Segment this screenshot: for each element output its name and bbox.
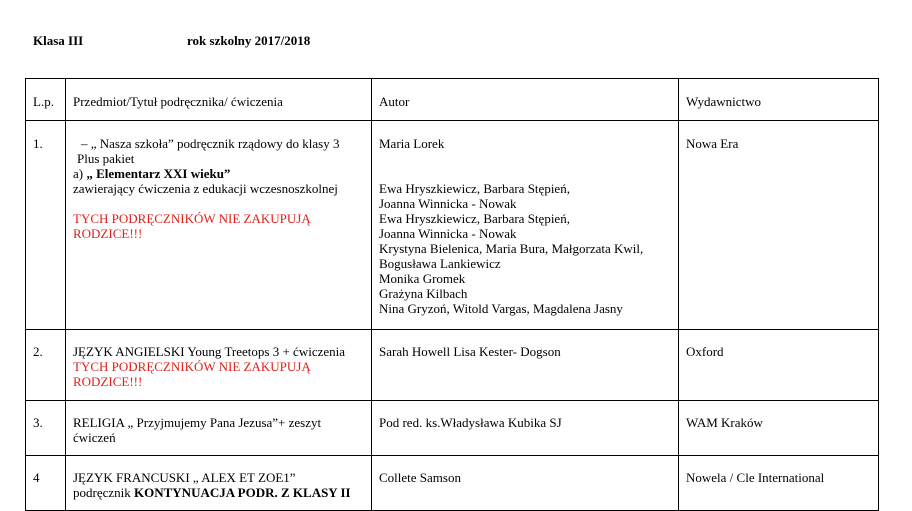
author-line: Nina Gryzoń, Witold Vargas, Magdalena Jasny: [379, 301, 623, 316]
column-header-lp: L.p.: [26, 79, 66, 121]
author-line: Maria Lorek: [379, 136, 445, 151]
column-header-publisher: Wydawnictwo: [679, 79, 879, 121]
author-line: Joanna Winnicka - Nowak: [379, 226, 517, 241]
textbook-table: [25, 78, 879, 511]
table-row: [26, 456, 879, 511]
author-line: Monika Gromek: [379, 271, 466, 286]
subject-line: [73, 485, 365, 500]
table-row: [26, 121, 879, 330]
author-cell: [372, 121, 679, 330]
author-cell: Sarah Howell Lisa Kester- Dogson: [372, 330, 679, 401]
subject-cell: [66, 330, 372, 401]
school-year-label: rok szkolny 2017/2018: [187, 33, 311, 48]
table-row: [26, 401, 879, 456]
publisher-cell: Nowela / Cle International: [679, 456, 879, 511]
purchase-notice: TYCH PODRĘCZNIKÓW NIE ZAKUPUJĄ RODZICE!!!: [73, 211, 311, 241]
author-cell: Pod red. ks.Władysława Kubika SJ: [372, 401, 679, 456]
column-header-author: Autor: [372, 79, 679, 121]
subject-line: JĘZYK FRANCUSKI „ ALEX ET ZOE1”: [73, 470, 296, 485]
subject-title-bold: KONTYNUACJA PODR. Z KLASY II: [134, 485, 351, 500]
author-line: Bogusława Lankiewicz: [379, 256, 501, 271]
table-header-row: [26, 79, 879, 121]
column-header-subject: Przedmiot/Tytuł podręcznika/ ćwiczenia: [66, 79, 372, 121]
row-number: 4: [26, 456, 66, 511]
subject-line: – „ Nasza szkoła” podręcznik rządowy do klasy 3: [81, 136, 340, 151]
author-line: Joanna Winnicka - Nowak: [379, 196, 517, 211]
author-line: Ewa Hryszkiewicz, Barbara Stępień,: [379, 211, 570, 226]
purchase-notice: TYCH PODRĘCZNIKÓW NIE ZAKUPUJĄ RODZICE!!!: [73, 359, 311, 389]
subject-line: JĘZYK ANGIELSKI Young Treetops 3 + ćwiczenia: [73, 344, 346, 359]
publisher-cell: Oxford: [679, 330, 879, 401]
author-line: Krystyna Bielenica, Maria Bura, Małgorzata Kwil,: [379, 241, 644, 256]
publisher-cell: WAM Kraków: [679, 401, 879, 456]
author-line: Ewa Hryszkiewicz, Barbara Stępień,: [379, 181, 570, 196]
row-number: 2.: [26, 330, 66, 401]
row-number: 1.: [26, 121, 66, 330]
row-number: 3.: [26, 401, 66, 456]
author-line: Grażyna Kilbach: [379, 286, 468, 301]
subject-cell: [66, 456, 372, 511]
author-cell: Collete Samson: [372, 456, 679, 511]
subject-line: Plus pakiet: [77, 151, 135, 166]
subject-prefix: podręcznik: [73, 485, 135, 500]
table-row: [26, 330, 879, 401]
subject-cell: RELIGIA „ Przyjmujemy Pana Jezusa”+ zeszyt ćwiczeń: [66, 401, 372, 456]
subject-cell: [66, 121, 372, 330]
subject-line: [73, 166, 365, 181]
subject-prefix: a): [73, 166, 87, 181]
publisher-cell: Nowa Era: [679, 121, 879, 330]
subject-line: zawierający ćwiczenia z edukacji wczesnoszkolnej: [73, 181, 338, 196]
subject-title-bold: „ Elementarz XXI wieku”: [86, 166, 231, 181]
class-label: Klasa III: [33, 33, 84, 48]
